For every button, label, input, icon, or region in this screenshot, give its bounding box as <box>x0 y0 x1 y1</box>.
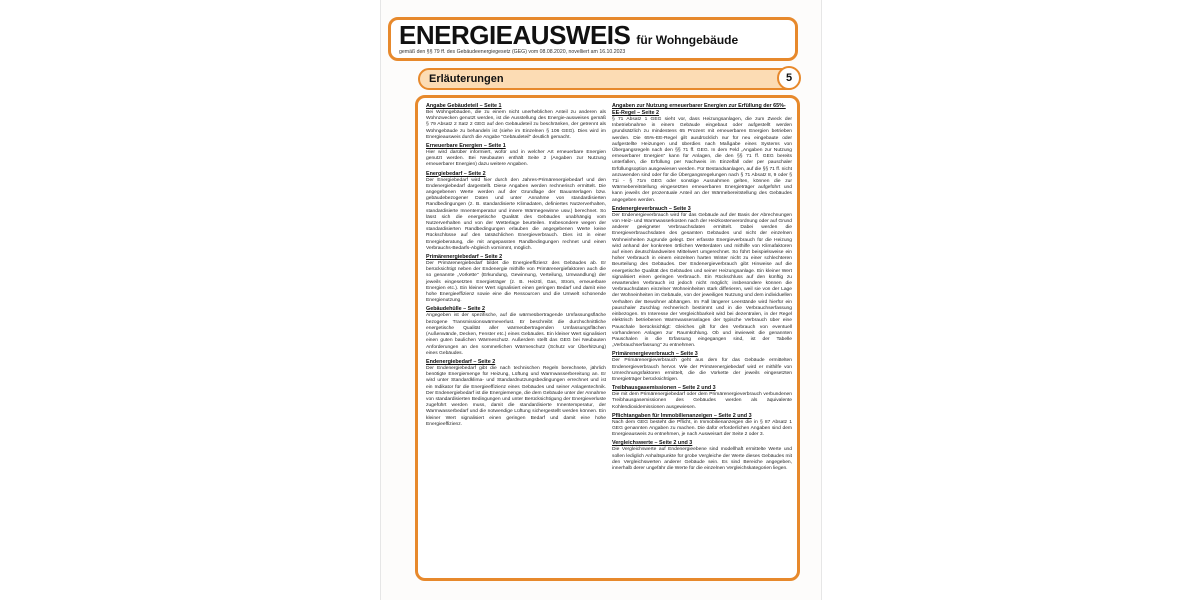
section-heading: Pflichtangaben für Immobilienanzeigen – Seite 2 und 3 <box>612 412 752 419</box>
section-text: Die mit dem Primärenergiebedarf oder dem Primärenergieverbrauch verbundenen Treibhausgasemissionen des Gebäudes werden als äquivalente Kohlendioxidemissionen ausgewiesen. <box>612 392 792 410</box>
section-text: Der Primärenergiebedarf bildet die Energieeffizienz des Gebäudes ab. Er berücksichtigt neben der Endenergie mithilfe von Primärenergiefaktoren auch die so genannte „Vorkette" (Erkundung, Gewinnung, Verteilung, Umwandlung) der jeweils eingesetzten Energieträger (z. B. Heizöl, Gas, Strom, erneuerbare Energien etc.). Ein kleiner Wert signalisiert einen geringen Bedarf und damit eine hohe Energieeffizienz sowie eine die Ressourcen und die Umwelt schonende Energienutzung. <box>426 261 606 304</box>
explanations-frame <box>415 95 800 581</box>
title-row <box>399 22 787 48</box>
document-title: ENERGIEAUSWEIS <box>399 20 631 50</box>
section-text: Der Endenergiebedarf gibt die nach technischen Regeln berechnete, jährlich benötigte Energiemenge für Heizung, Lüftung und Warmwasserbereitung an. Er wird unter Standardklima- und Standardnutzungsbedingungen errechnet und ist ein Indikator für die Energieeffizienz eines Gebäudes und seiner Anlagentechnik. Der Endenergiebedarf ist die Energiemenge, die dem Gebäude unter der Annahme von standardisierten Bedingungen und unter Berücksichtigung der Energieverluste zugeführt werden muss, damit die standardisierte Innentemperatur, der Warmwasserbedarf und die notwendige Lüftung sichergestellt werden können. Ein kleiner Wert signalisiert einen geringen Bedarf und damit eine hohe Energieeffizienz. <box>426 365 606 427</box>
section-text: Nach dem GEG besteht die Pflicht, in Immobilienanzeigen die in § 87 Absatz 1 GEG genannten Angaben zu machen. Die dafür erforderlichen Angaben sind dem Energieausweis zu entnehmen, je nach Ausweisart der Seite 2 oder 3. <box>612 419 792 438</box>
section-text: Der Primärenergieverbrauch geht aus dem für das Gebäude ermittelten Endenergieverbrauch hervor. Wie der Primärenergiebedarf wird er mithilfe von Umrechnungsfaktoren ermittelt, die die Vorkette der jeweils eingesetzten Energieträger berücksichtigen. <box>612 358 792 382</box>
document-subtitle: für Wohngebäude <box>636 33 739 47</box>
section-heading: Gebäudehülle – Seite 2 <box>426 306 486 313</box>
section-text: Angegeben ist der spezifische, auf die wärmeübertragende Umfassungsfläche bezogene Transmissionswärmeverlust. Er beschreibt die durchschnittliche energetische Qualität aller wärmeübertragenden Umfassungsflächen (Außenwände, Decken, Fenster etc.) eines Gebäudes. Ein kleiner Wert signalisiert einen guten baulichen Wärmeschutz. Außerdem stellt das GEG bei Neubauten Anforderungen an den sommerlichen Wärmeschutz (Schutz vor Überhitzung) eines Gebäudes. <box>426 313 606 356</box>
document-header <box>388 17 798 61</box>
section-title: Erläuterungen <box>429 73 504 85</box>
section-heading: Angaben zur Nutzung erneuerbarer Energien zur Erfüllung der 65%-EE-Regel – Seite 2 <box>612 103 786 116</box>
section-heading: Erneuerbare Energien – Seite 1 <box>426 143 506 150</box>
section-heading: Endenergieverbrauch – Seite 3 <box>612 205 691 212</box>
section-heading: Energiebedarf – Seite 2 <box>426 170 486 177</box>
section-text: Der Endenergieverbrauch wird für das Gebäude auf der Basis der Abrechnungen von Heiz- und Warmwasserkosten nach der Heizkostenverordnung oder auf Grund anderer geeigneter Verbrauchsdaten ermittelt. Dabei werden die Energieverbrauchsdaten des gesamten Gebäudes und nicht der einzelnen Wohneinheiten zugrunde gelegt. Der erfasste Energieverbrauch für die Heizung wird anhand der konkreten örtlichen Wetterdaten und mithilfe von Klimafaktoren auf einen deutschlandweiten Mittelwert umgerechnet. So führt beispielsweise ein hoher Verbrauch in einem einzelnen harten Winter nicht zu einer schlechteren Beurteilung des Gebäudes. Der Endenergieverbrauch gibt Hinweise auf die energetische Qualität des Gebäudes und seiner Heizungsanlage. Ein kleiner Wert signalisiert einen geringen Verbrauch. Ein Rückschluss auf den künftig zu erwartenden Verbrauch ist jedoch nicht möglich; insbesondere können die Verbrauchsdaten einzelner Wohneinheiten stark differieren, weil sie von der Lage der Wohneinheiten im Gebäude, von der jeweiligen Nutzung und dem individuellen Verhalten der Bewohner abhängen. Im Fall längerer Leerstände wird hierfür ein pauschaler Zuschlag rechnerisch bestimmt und in die Verbrauchserfassung einbezogen. Im Interesse der Vergleichbarkeit wird bei dezentralen, in der Regel elektrisch betriebenen Warmwasseranlagen der typische Verbrauch über eine Pauschale berücksichtigt: Gleiches gilt für den Verbrauch von eventuell vorhandenen Anlagen zur Raumkühlung. Ob und inwieweit die genannten Pauschalen in die Erfassung eingegangen sind, ist der Tabelle „Verbrauchserfassung" zu entnehmen. <box>612 212 792 349</box>
section-text: Die Vergleichswerte auf Endenergieebene sind modellhaft ermittelte Werte und sollen lediglich Anhaltspunkte für grobe Vergleiche der Werte dieses Gebäudes mit den Vergleichswerten anderer Gebäude sein. Es sind Bereiche angegeben, innerhalb derer ungefähr die Werte für die einzelnen Vergleichskategorien liegen. <box>612 447 792 471</box>
section-heading: Treibhausgasemissionen – Seite 2 und 3 <box>612 385 716 392</box>
page-number-badge: 5 <box>777 66 801 90</box>
left-column <box>426 103 606 430</box>
section-heading: Vergleichswerte – Seite 2 und 3 <box>612 440 693 447</box>
section-heading: Angabe Gebäudeteil – Seite 1 <box>426 103 502 109</box>
right-column <box>612 103 792 474</box>
section-text: Der Energiebedarf wird hier durch den Jahres-Primärenergiebedarf und den Endenergiebedarf dargestellt. Diese Angaben werden rechnerisch ermittelt. Die angegebenen Werte werden auf der Grundlage der Bauunterlagen bzw. gebäudebezogener Daten und unter Annahme von standardisierten Randbedingungen (z. B. standardisierte Klimadaten, definiertes Nutzerverhalten, standardisierte Innentemperatur und innere Wärmegewinne usw.) berechnet. So lässt sich die energetische Qualität des Gebäudes unabhängig vom Nutzerverhalten und von der Wetterlage beurteilen. Insbesondere wegen der standardisierten Randbedingungen erlauben die angegebenen Werte keine Rückschlüsse auf den tatsächlichen Energieverbrauch. Dies ist in einer Energieberatung, die mit angepassten Randbedingungen rechnet und einen Verbrauchs-Bedarfs-Abgleich vornimmt, möglich. <box>426 177 606 251</box>
section-bar <box>418 68 800 90</box>
section-heading: Primärenergieverbrauch – Seite 3 <box>612 351 698 358</box>
legal-reference: gemäß den §§ 79 ff. des Gebäudeenergiegesetz (GEG) vom 08.08.2020, novelliert am 16.10.2023 <box>399 49 626 55</box>
section-text: Bei Wohngebäuden, die zu einem nicht unerheblichen Anteil zu anderen als Wohnzwecken genutzt werden, ist die Ausstellung des Energie-ausweises gemäß § 79 Absatz 2 Satz 2 GEG auf den Gebäudeteil zu beschränken, der getrennt als Wohngebäude zu behandeln ist (siehe im Einzelnen § 106 GEG). Dies wird im Energieausweis durch die Angabe "Gebäudeteil" deutlich gemacht. <box>426 110 606 140</box>
section-text: § 71 Absatz 1 GEG sieht vor, dass Heizungsanlagen, die zum Zweck der Inbetriebnahme in einem Gebäude eingebaut oder aufgestellt werden grundsätzlich zu mindestens 65 Prozent mit erneuerbaren Energien betrieben werden. Die 65%-EE-Regel gilt ausdrücklich nur für neu eingebaute oder aufgestellte Heizungen und überdies nach Maßgabe eines Systems von Übergangsregeln nach den §§ 71 ff. GEG. In dem Feld „Angaben zur Nutzung erneuerbarer Energien" kann für Anlagen, die den §§ 71 ff. GEG bereits unterfallen, die Erfüllung per Nachweis im Einzelfall oder per pauschaler Erfüllungsoption ausgewiesen werden. Für Bestandsanlagen, auf die §§ 71 ff. nicht anzuwenden sind oder für die Übergangsregelungen nach § 71 Absatz 8, 9 oder § 71i - § 71m GEG oder sonstige Ausnahmen gelten, können die zur Wärmebereitstellung eingesetzten erneuerbaren Energieträger aufgeführt und kann jeweils der prozentuale Anteil an der Wärmebereitstellung des Gebäudes angegeben werden. <box>612 117 792 203</box>
section-heading: Primärenergiebedarf – Seite 2 <box>426 254 503 261</box>
section-heading: Endenergiebedarf – Seite 2 <box>426 358 496 365</box>
section-text: Hier wird darüber informiert, wofür und in welcher Art erneuerbare Energien genutzt werden. Bei Neubauten enthält Seite 2 (Angaben zur Nutzung erneuerbarer Energien) dazu weitere Angaben. <box>426 150 606 168</box>
